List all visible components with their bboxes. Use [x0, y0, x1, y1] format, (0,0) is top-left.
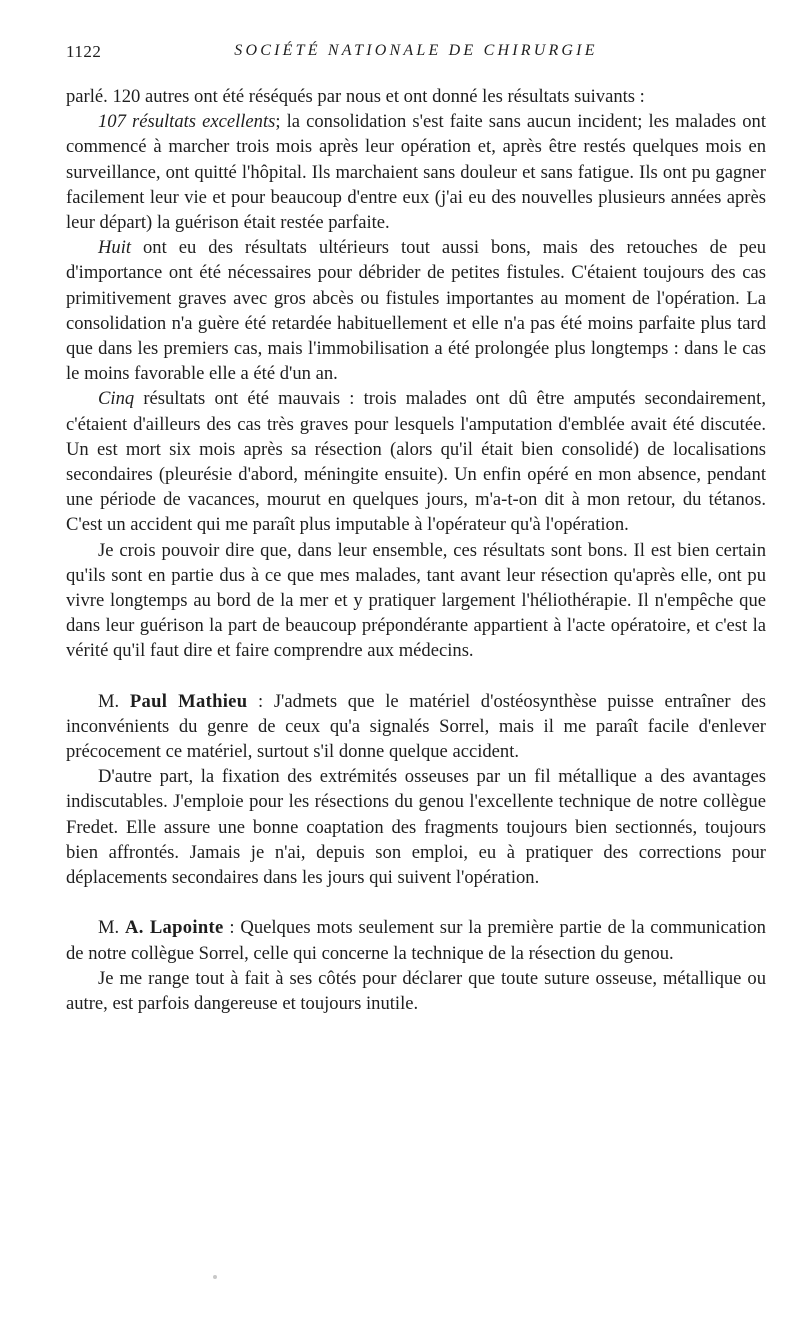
paragraph-results-intro — [66, 84, 766, 109]
bad-results-text: résultats ont été mauvais : trois malades ont dû être amputés secondairement, c'étaient d'ailleurs des cas très graves pour lesquels l'amputation d'emblée avait été discutée. Un est mort six mois après sa résection (alors qu'il était bien consolidé) de localisations secondaires (pleurésie d'abord, méningite ensuite). Un enfin opéré en mon absence, pendant une période de vacances, mourut en quelques jours, m'a-t-on dit à mon retour, du tétanos. C'est un accident qui me paraît plus imputable à l'opérateur qu'à l'opération. — [66, 388, 766, 536]
mathieu-prefix: M. — [98, 690, 130, 712]
paragraph-good-results — [66, 235, 766, 386]
paragraph-mathieu-technique — [66, 764, 766, 890]
paragraph-mathieu-intro — [66, 689, 766, 765]
body-text — [66, 84, 766, 1016]
page-number: 1122 — [66, 42, 102, 61]
mathieu-intro-text: : J'admets que le matériel d'ostéosynthèse puisse entraîner des inconvénients du genre de ceux qu'a signalés Sorrel, mais il me paraît facile d'enlever précocement ce matériel, surtout s'il donne quelque accident. — [66, 690, 766, 763]
conclusion-text: Je crois pouvoir dire que, dans leur ensemble, ces résultats sont bons. Il est bien certain qu'ils sont en partie dus à ce que mes malades, tant avant leur résection qu'après elle, ont pu vivre longtemps au bord de la mer et y pratiquer largement l'héliothérapie. Il n'empêche que dans leur guérison la part de beaucoup prépondérante appartient à l'acte opératoire, et c'est la vérité qu'il faut dire et faire comprendre aux médecins. — [66, 539, 766, 662]
speaker-name-lapointe: A. Lapointe — [125, 917, 224, 939]
paragraph-excellent-results — [66, 109, 766, 235]
results-intro-text: parlé. 120 autres ont été réséqués par nous et ont donné les résultats suivants : — [66, 86, 645, 107]
lapointe-opinion-text: Je me range tout à fait à ses côtés pour déclarer que toute suture osseuse, métallique ou autre, est parfois dangereuse et toujours inutile. — [66, 967, 766, 1014]
speaker-name-mathieu: Paul Mathieu — [129, 690, 248, 712]
excellent-results-count: 107 résultats excellents — [98, 111, 276, 133]
good-results-count: Huit — [98, 237, 132, 259]
bad-results-count: Cinq — [98, 388, 135, 410]
lapointe-intro-text: : Quelques mots seulement sur la première partie de la communication de notre collègue Sorrel, celle qui concerne la technique de la résection du genou. — [66, 917, 766, 964]
paragraph-lapointe-intro — [66, 915, 766, 965]
running-title: SOCIÉTÉ NATIONALE DE CHIRURGIE — [234, 42, 598, 59]
paragraph-bad-results — [66, 386, 766, 537]
good-results-text: ont eu des résultats ultérieurs tout aussi bons, mais des retouches de peu d'importance ont été nécessaires pour débrider de petites fistules. C'étaient toujours des cas primitivement graves avec gros abcès ou fistules importantes au moment de l'opération. La consolidation n'a guère été retardée habituellement et elle n'a pas été moins parfaite plus tard que dans les premiers cas, mais l'immobilisation a été prolongée plus longtemps : dans le cas le moins favorable elle a été d'un an. — [66, 237, 766, 385]
page-header — [66, 42, 766, 66]
scan-speck — [213, 1275, 217, 1279]
mathieu-technique-text: D'autre part, la fixation des extrémités osseuses par un fil métallique a des avantages indiscutables. J'emploie pour les résections du genou l'excellente technique de notre collègue Fredet. Elle assure une bonne coaptation des fragments toujours bien sectionnés, toujours bien affrontés. Jamais je n'ai, depuis son emploi, eu à pratiquer des corrections pour déplacements secondaires dans les jours qui suivent l'opération. — [66, 766, 766, 889]
lapointe-prefix: M. — [98, 917, 126, 939]
paragraph-lapointe-opinion — [66, 966, 766, 1016]
excellent-results-text: ; la consolidation s'est faite sans aucun incident; les malades ont commencé à marcher trois mois après leur opération et, après être restés quelques mois en surveillance, ont quitté l'hôpital. Ils marchaient sans douleur et sans fatigue. Ils ont pu gagner facilement leur vie et pour beaucoup d'entre eux (j'ai eu des nouvelles plusieurs années après leur départ) la guérison était restée parfaite. — [66, 111, 766, 234]
paragraph-conclusion — [66, 538, 766, 664]
